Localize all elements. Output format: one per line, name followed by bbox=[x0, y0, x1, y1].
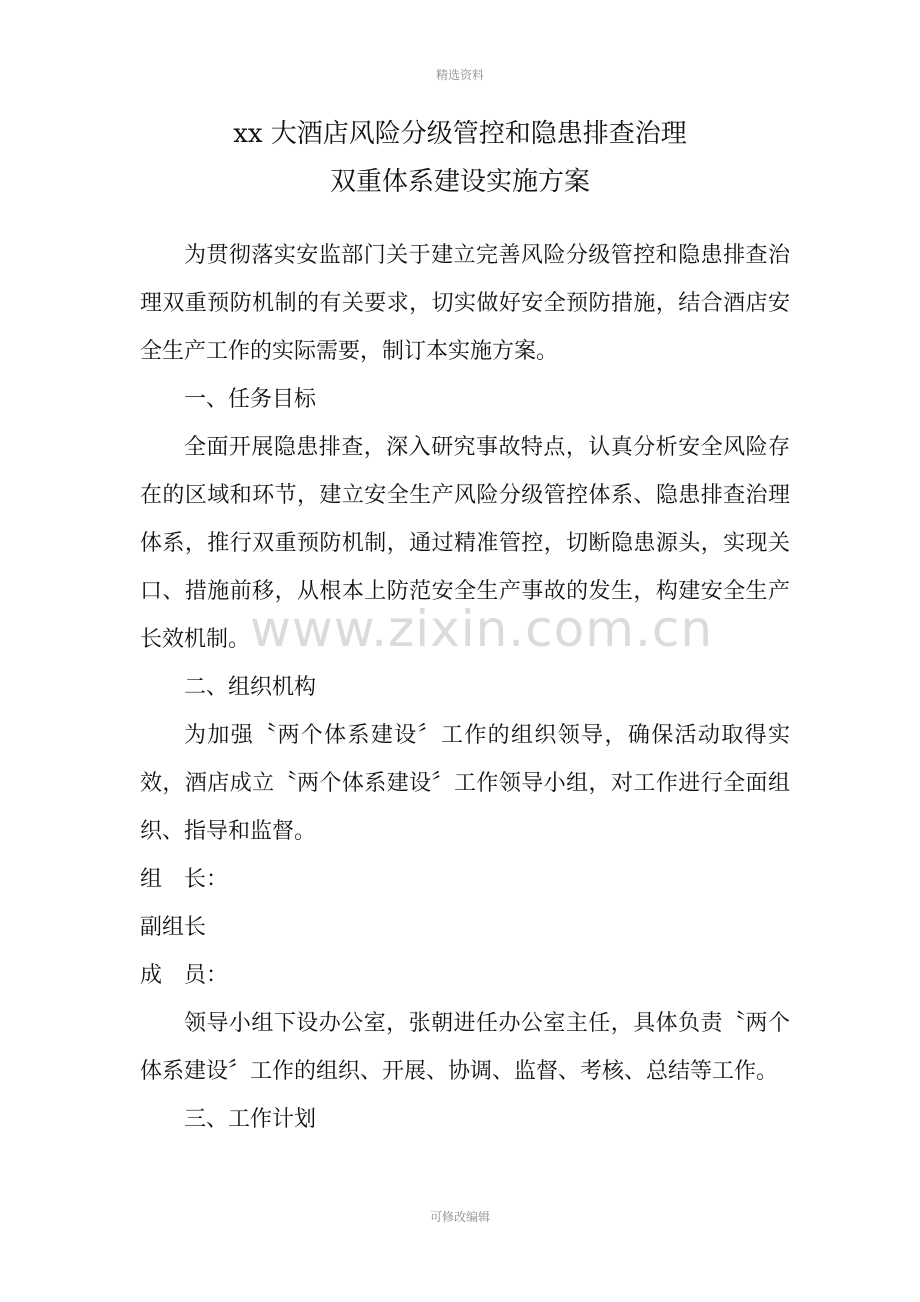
leader-line: 组 长： bbox=[140, 867, 229, 892]
members-line: 成 员： bbox=[140, 963, 229, 988]
office-paragraph: 领导小组下设办公室，张朝进任办公室主任，具体负责〝两个体系建设〞工作的组织、开展、协调、监督、考核、总结等工作。 bbox=[140, 1011, 790, 1084]
document-title-line-1: xx 大酒店风险分级管控和隐患排查治理 bbox=[233, 119, 687, 149]
section-2-paragraph: 为加强〝两个体系建设〞工作的组织领导，确保活动取得实效，酒店成立〝两个体系建设〞工作领导小组，对工作进行全面组织、指导和监督。 bbox=[140, 723, 790, 844]
document-title-line-2: 双重体系建设实施方案 bbox=[329, 167, 590, 197]
intro-paragraph: 为贯彻落实安监部门关于建立完善风险分级管控和隐患排查治理双重预防机制的有关要求，切实做好安全预防措施，结合酒店安全生产工作的实际需要，制订本实施方案。 bbox=[140, 243, 790, 364]
section-1-paragraph: 全面开展隐患排查，深入研究事故特点，认真分析安全风险存在的区域和环节，建立安全生产风险分级管控体系、隐患排查治理体系，推行双重预防机制，通过精准管控，切断隐患源头，实现关口、措施前移，从根本上防范安全生产事故的发生，构建安全生产长效机制。 bbox=[140, 435, 790, 652]
section-1-heading: 一、任务目标 bbox=[184, 387, 317, 412]
footer-note: 可修改编辑 bbox=[429, 1210, 490, 1224]
document-body bbox=[140, 232, 790, 1144]
section-2-heading: 二、组织机构 bbox=[184, 675, 317, 700]
header-note: 精选资料 bbox=[435, 68, 484, 82]
deputy-leader-line: 副组长 bbox=[140, 915, 207, 940]
section-3-heading: 三、工作计划 bbox=[184, 1107, 317, 1132]
watermark: www.zixin.com.cn bbox=[250, 600, 714, 658]
